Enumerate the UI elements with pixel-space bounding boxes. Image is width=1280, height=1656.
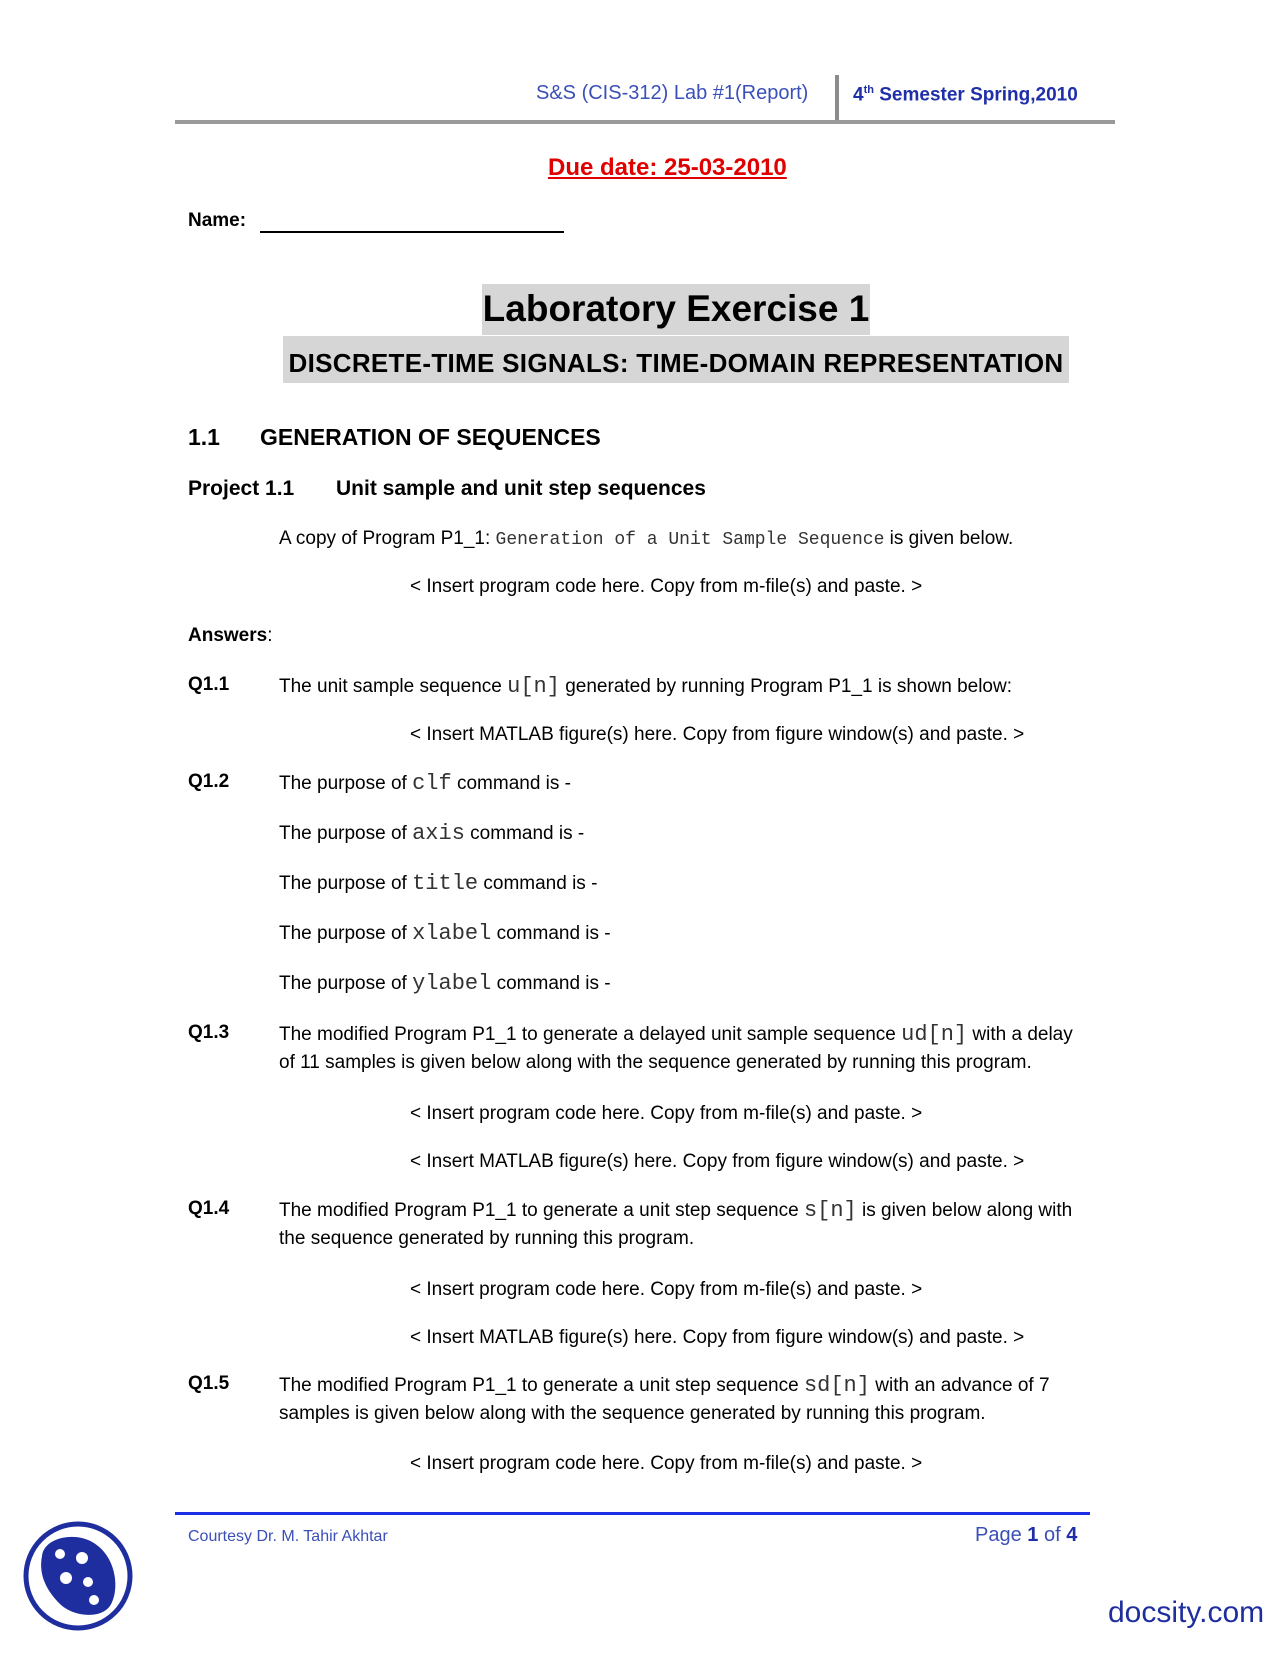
due-date: Due date: 25-03-2010: [548, 154, 787, 181]
docsity-logo-icon[interactable]: [22, 1520, 134, 1632]
q1-1-number: Q1.1: [188, 674, 230, 695]
q1-3-line2: of 11 samples is given below along with the sequence generated by running this program.: [279, 1052, 1032, 1073]
header-rule: [175, 120, 1115, 124]
page-word: Page: [975, 1524, 1028, 1546]
command-ylabel: ylabel: [412, 971, 492, 996]
q1-2-number: Q1.2: [188, 771, 230, 792]
answers-colon: :: [267, 625, 273, 646]
q1-3-line1: [279, 1022, 1073, 1047]
q1-5-code: sd[n]: [803, 1373, 870, 1398]
intro-pre: A copy of Program P1_1:: [279, 528, 496, 549]
intro-text: [279, 528, 1013, 550]
q1-4-pre: The modified Program P1_1 to generate a unit step sequence: [279, 1200, 804, 1221]
name-label: Name:: [188, 210, 247, 231]
command-clf: clf: [412, 771, 452, 796]
header-separator: [835, 75, 839, 120]
purpose-post: command is -: [478, 873, 598, 894]
figure-placeholder: < Insert MATLAB figure(s) here. Copy from figure window(s) and paste. >: [410, 1151, 1025, 1172]
name-line: [260, 231, 564, 233]
section-title: GENERATION OF SEQUENCES: [260, 424, 601, 450]
answers-heading: [188, 625, 272, 647]
page-indicator: [975, 1524, 1077, 1547]
q1-5-post: with an advance of 7: [869, 1375, 1050, 1396]
q1-4-line1: [279, 1198, 1072, 1223]
page-number: 1: [1027, 1524, 1039, 1546]
q1-2-purpose-clf: [279, 771, 571, 796]
footer-rule: [175, 1512, 1090, 1515]
q1-1-pre: The unit sample sequence: [279, 676, 508, 697]
code-placeholder: < Insert program code here. Copy from m-file(s) and paste. >: [410, 576, 923, 597]
semester-number: 4: [853, 84, 864, 106]
purpose-post: command is -: [464, 823, 585, 844]
q1-2-purpose-axis: [279, 821, 584, 846]
q1-4-code: s[n]: [803, 1198, 857, 1223]
q1-4-number: Q1.4: [188, 1198, 230, 1219]
purpose-pre: The purpose of: [279, 923, 413, 944]
intro-post: is given below.: [884, 528, 1014, 549]
code-placeholder: < Insert program code here. Copy from m-file(s) and paste. >: [410, 1279, 923, 1300]
q1-5-number: Q1.5: [188, 1373, 230, 1394]
page-title: Laboratory Exercise 1: [482, 288, 870, 329]
figure-placeholder: < Insert MATLAB figure(s) here. Copy from figure window(s) and paste. >: [410, 1327, 1025, 1348]
q1-5-line1: [279, 1373, 1050, 1398]
purpose-pre: The purpose of: [279, 773, 413, 794]
purpose-post: command is -: [491, 923, 611, 944]
q1-1-post: generated by running Program P1_1 is shown below:: [559, 676, 1013, 697]
purpose-post: command is -: [491, 973, 611, 994]
q1-3-pre: The modified Program P1_1 to generate a delayed unit sample sequence: [279, 1024, 902, 1045]
purpose-pre: The purpose of: [279, 823, 413, 844]
figure-placeholder: < Insert MATLAB figure(s) here. Copy from figure window(s) and paste. >: [410, 724, 1025, 745]
semester-text: Semester Spring,2010: [873, 84, 1078, 106]
project-title: Unit sample and unit step sequences: [336, 477, 706, 500]
purpose-pre: The purpose of: [279, 873, 413, 894]
page-subtitle: DISCRETE-TIME SIGNALS: TIME-DOMAIN REPRESENTATION: [288, 348, 1064, 378]
q1-5-pre: The modified Program P1_1 to generate a unit step sequence: [279, 1375, 804, 1396]
q1-1-code: u[n]: [507, 674, 560, 699]
header-course: S&S (CIS-312) Lab #1(Report): [536, 82, 809, 104]
q1-3-code: ud[n]: [901, 1022, 968, 1047]
section-number: 1.1: [188, 424, 220, 450]
q1-2-purpose-xlabel: [279, 921, 611, 946]
page-of: of: [1038, 1524, 1067, 1546]
purpose-pre: The purpose of: [279, 973, 413, 994]
q1-3-post: with a delay: [967, 1024, 1073, 1045]
code-placeholder: < Insert program code here. Copy from m-file(s) and paste. >: [410, 1453, 923, 1474]
footer-courtesy: Courtesy Dr. M. Tahir Akhtar: [188, 1528, 388, 1545]
q1-5-line2: samples is given below along with the sequence generated by running this program.: [279, 1403, 986, 1424]
q1-4-line2: the sequence generated by running this program.: [279, 1228, 695, 1249]
command-axis: axis: [412, 821, 465, 846]
purpose-post: command is -: [451, 773, 572, 794]
answers-label: Answers: [188, 625, 268, 646]
command-title: title: [412, 871, 479, 896]
q1-3-number: Q1.3: [188, 1022, 230, 1043]
header-semester: [853, 84, 1078, 106]
docsity-watermark[interactable]: docsity.com: [1108, 1596, 1265, 1629]
project-number: Project 1.1: [188, 477, 295, 500]
intro-code: Generation of a Unit Sample Sequence: [495, 530, 885, 550]
q1-1-text: [279, 674, 1012, 699]
code-placeholder: < Insert program code here. Copy from m-file(s) and paste. >: [410, 1103, 923, 1124]
page-total: 4: [1066, 1524, 1078, 1546]
command-xlabel: xlabel: [412, 921, 492, 946]
q1-2-purpose-ylabel: [279, 971, 611, 996]
q1-4-post: is given below along with: [856, 1200, 1073, 1221]
semester-suffix: th: [863, 84, 874, 96]
q1-2-purpose-title: [279, 871, 597, 896]
